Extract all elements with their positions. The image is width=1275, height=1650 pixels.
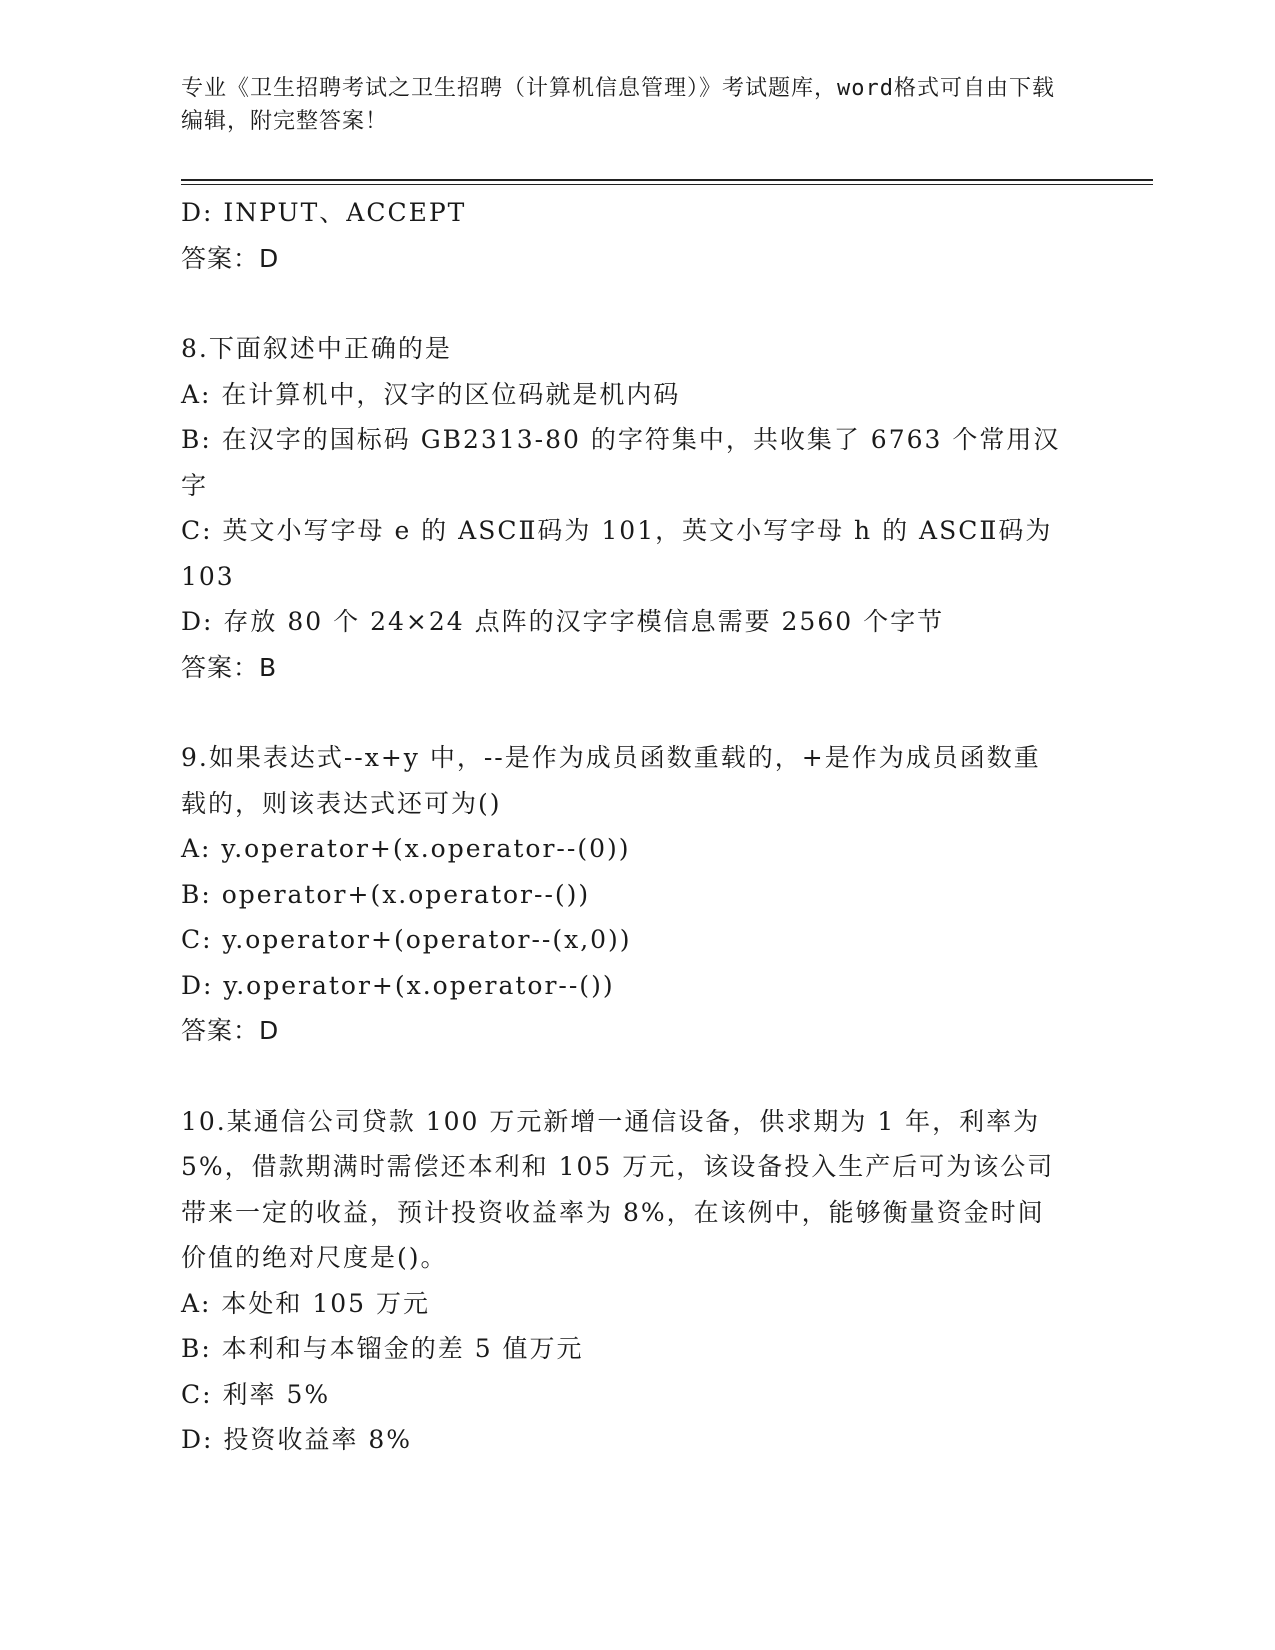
option-a: A: 本处和 105 万元 [181,1288,431,1318]
option-c: C: 利率 5% [181,1379,331,1409]
question-stem: 8.下面叙述中正确的是 [181,334,452,363]
option-d: D: 投资收益率 8% [181,1425,413,1454]
header-rule-thick [181,179,1153,181]
option-c: C: y.operator+(operator--(x,0)) [181,925,632,954]
question-stem: 10.某通信公司贷款 100 万元新增一通信设备，供求期为 1 年，利率为 5%，借款期满时需偿还本利和 105 万元，该设备投入生产后可为该公司带来一定的收益，预计投资收益率为 8%，在该例中，能够衡量资金时间价值的绝对尺度是()。 [181,1106,1055,1272]
option-a: A: y.operator+(x.operator--(0)) [181,834,631,863]
question-content [181,190,1061,1463]
option-b: B: 在汉字的国标码 GB2313-80 的字符集中，共收集了 6763 个常用汉字 [181,425,1061,500]
option-a: A: 在计算机中，汉字的区位码就是机内码 [181,379,681,409]
answer: 答案：D [181,1016,280,1045]
page-header: 专业《卫生招聘考试之卫生招聘（计算机信息管理）》考试题库，word格式可自由下载编辑，附完整答案！ [181,76,1055,134]
option-b: B: operator+(x.operator--()) [181,879,591,909]
question-10 [181,1099,1061,1463]
prev-option-d: D: INPUT、ACCEPT [181,198,467,227]
header-rule-thin [181,184,1153,185]
spacer [181,1054,1061,1099]
spacer [181,281,1061,326]
question-9 [181,735,1061,1054]
answer: 答案：B [181,652,278,682]
option-d: D: y.operator+(x.operator--()) [181,970,615,1000]
question-8 [181,326,1061,690]
option-c: C: 英文小写字母 e 的 ASCⅡ码为 101，英文小写字母 h 的 ASCⅡ码为 103 [181,516,1063,591]
question-stem: 9.如果表达式--x+y 中，--是作为成员函数重载的，+是作为成员函数重载的，则该表达式还可为() [181,743,1041,818]
spacer [181,690,1061,735]
option-b: B: 本利和与本镏金的差 5 值万元 [181,1334,584,1363]
prev-answer: 答案：D [181,243,280,273]
option-d: D: 存放 80 个 24×24 点阵的汉字字模信息需要 2560 个字节 [181,607,945,636]
